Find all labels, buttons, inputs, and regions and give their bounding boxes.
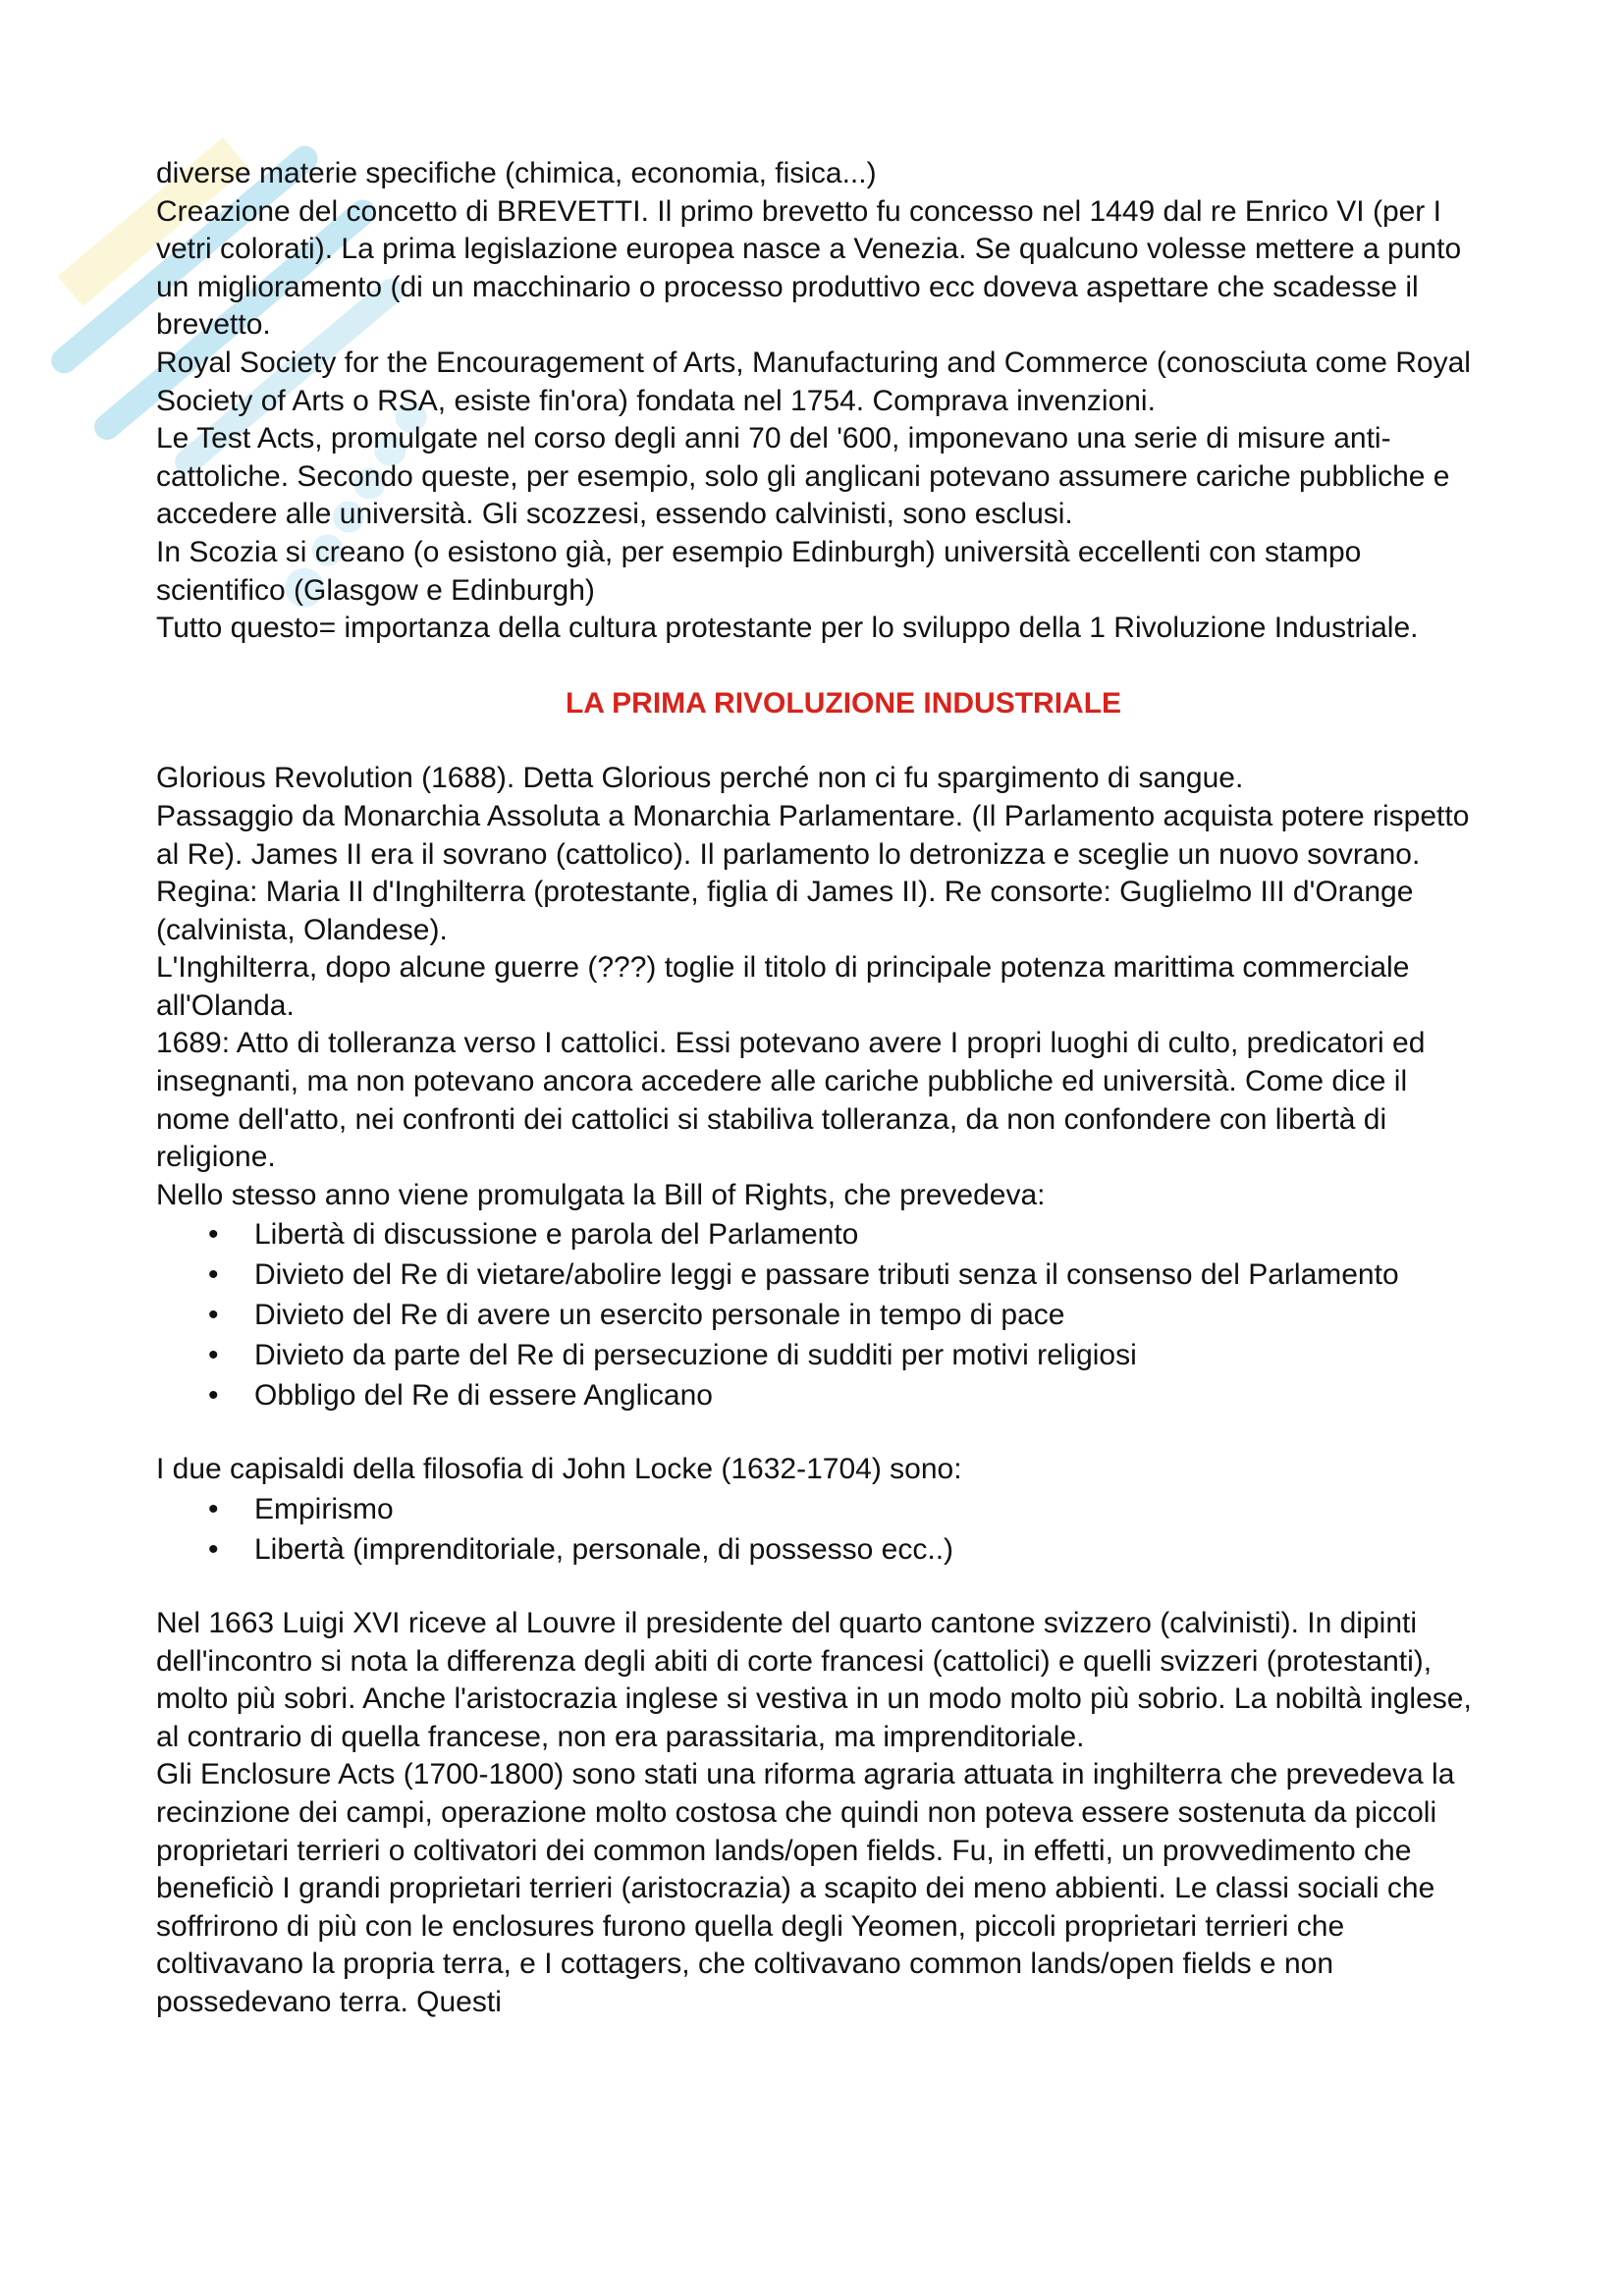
list-item: • Divieto del Re di vietare/abolire leggi e passare tributi senza il consenso del Parlamento xyxy=(156,1255,1482,1295)
locke-section xyxy=(156,1451,1482,1570)
list-item: • Divieto da parte del Re di persecuzione di sudditi per motivi religiosi xyxy=(156,1335,1482,1375)
bullet-icon: • xyxy=(208,1258,219,1292)
bullet-icon: • xyxy=(208,1299,219,1332)
paragraph: Creazione del concetto di BREVETTI. Il primo brevetto fu concesso nel 1449 dal re Enrico VI (per I vetri colorati). La prima legislazione europea nasce a Venezia. Se qualcuno volesse mettere a punto un miglioramento (di un macchinario o processo produttivo ecc doveva aspettare che scadesse il brevetto. xyxy=(156,194,1462,342)
top-section xyxy=(156,155,1482,648)
bullet-icon: • xyxy=(208,1493,219,1526)
list-item: • Obbligo del Re di essere Anglicano xyxy=(156,1375,1482,1415)
middle-section xyxy=(156,760,1482,1415)
list-item: • Divieto del Re di avere un esercito personale in tempo di pace xyxy=(156,1295,1482,1335)
paragraph: Passaggio da Monarchia Assoluta a Monarchia Parlamentare. (Il Parlamento acquista potere rispetto al Re). James II era il sovrano (cattolico). Il parlamento lo detronizza e sceglie un nuovo sovrano. Regina: Maria II d'Inghilterra (protestante, figlia di James II). Re consorte: Guglielmo III d'Orange (calvinista, Olandese). xyxy=(156,799,1470,946)
section-title: LA PRIMA RIVOLUZIONE INDUSTRIALE xyxy=(565,686,1122,720)
list-item: • Libertà (imprenditoriale, personale, di possesso ecc..) xyxy=(156,1529,1482,1570)
paragraph: Gli Enclosure Acts (1700-1800) sono stati una riforma agraria attuata in inghilterra che prevedeva la recinzione dei campi, operazione molto costosa che quindi non poteva essere sostenuta da piccoli proprietari terrieri o coltivatori dei common lands/open fields. Fu, in effetti, un provvedimento che beneficiò I grandi proprietari terrieri (aristocrazia) a scapito dei meno abbienti. Le classi sociali che soffrirono di più con le enclosures furono quella degli Yeomen, piccoli proprietari terrieri che coltivavano la propria terra, e I cottagers, che coltivavano common lands/open fields e non possedevano terra. Questi xyxy=(156,1758,1455,2018)
paragraph: diverse materie specifiche (chimica, economia, fisica...) xyxy=(156,157,877,189)
bullet-icon: • xyxy=(208,1218,219,1252)
paragraph: Glorious Revolution (1688). Detta Glorious perché non ci fu spargimento di sangue. xyxy=(156,762,1244,795)
bullet-icon: • xyxy=(208,1339,219,1372)
bill-of-rights-list xyxy=(156,1214,1482,1415)
paragraph: Nel 1663 Luigi XVI riceve al Louvre il presidente del quarto cantone svizzero (calvinisti). In dipinti dell'incontro si nota la differenza degli abiti di corte francesi (cattolici) e quelli svizzeri (protestanti), molto più sobri. Anche l'aristocrazia inglese si vestiva in un modo molto più sobrio. La nobiltà inglese, al contrario di quella francese, non era parassitaria, ma imprenditoriale. xyxy=(156,1607,1472,1753)
bullet-icon: • xyxy=(208,1533,219,1567)
bullet-icon: • xyxy=(208,1379,219,1413)
paragraph: Royal Society for the Encouragement of Arts, Manufacturing and Commerce (conosciuta come Royal Society of Arts o RSA, esiste fin'ora) fondata nel 1754. Comprava invenzioni. xyxy=(156,346,1471,417)
paragraph: 1689: Atto di tolleranza verso I cattolici. Essi potevano avere I propri luoghi di culto, predicatori ed insegnanti, ma non potevano ancora accedere alle cariche pubbliche ed università. Come dice il nome dell'atto, nei confronti dei cattolici si stabiliva tolleranza, da non confondere con libertà di religione. xyxy=(156,1027,1426,1174)
list-item: • Empirismo xyxy=(156,1489,1482,1529)
paragraph: In Scozia si creano (o esistono già, per esempio Edinburgh) università eccellenti con stampo scientifico (Glasgow e Edinburgh) xyxy=(156,535,1362,607)
paragraph: Tutto questo= importanza della cultura protestante per lo sviluppo della 1 Rivoluzione Industriale. xyxy=(156,612,1419,645)
paragraph: Nello stesso anno viene promulgata la Bill of Rights, che prevedeva: xyxy=(156,1178,1046,1211)
bottom-section xyxy=(156,1605,1482,2022)
paragraph: L'Inghilterra, dopo alcune guerre (???) toglie il titolo di principale potenza marittima commerciale all'Olanda. xyxy=(156,951,1410,1022)
list-item: • Libertà di discussione e parola del Parlamento xyxy=(156,1214,1482,1255)
document-page xyxy=(156,155,1482,2022)
paragraph: I due capisaldi della filosofia di John Locke (1632-1704) sono: xyxy=(156,1453,962,1486)
paragraph: Le Test Acts, promulgate nel corso degli anni 70 del '600, imponevano una serie di misure anti-cattoliche. Secondo queste, per esempio, solo gli anglicani potevano assumere cariche pubbliche e accedere alle università. Gli scozzesi, essendo calvinisti, sono esclusi. xyxy=(156,422,1450,531)
locke-list xyxy=(156,1489,1482,1570)
